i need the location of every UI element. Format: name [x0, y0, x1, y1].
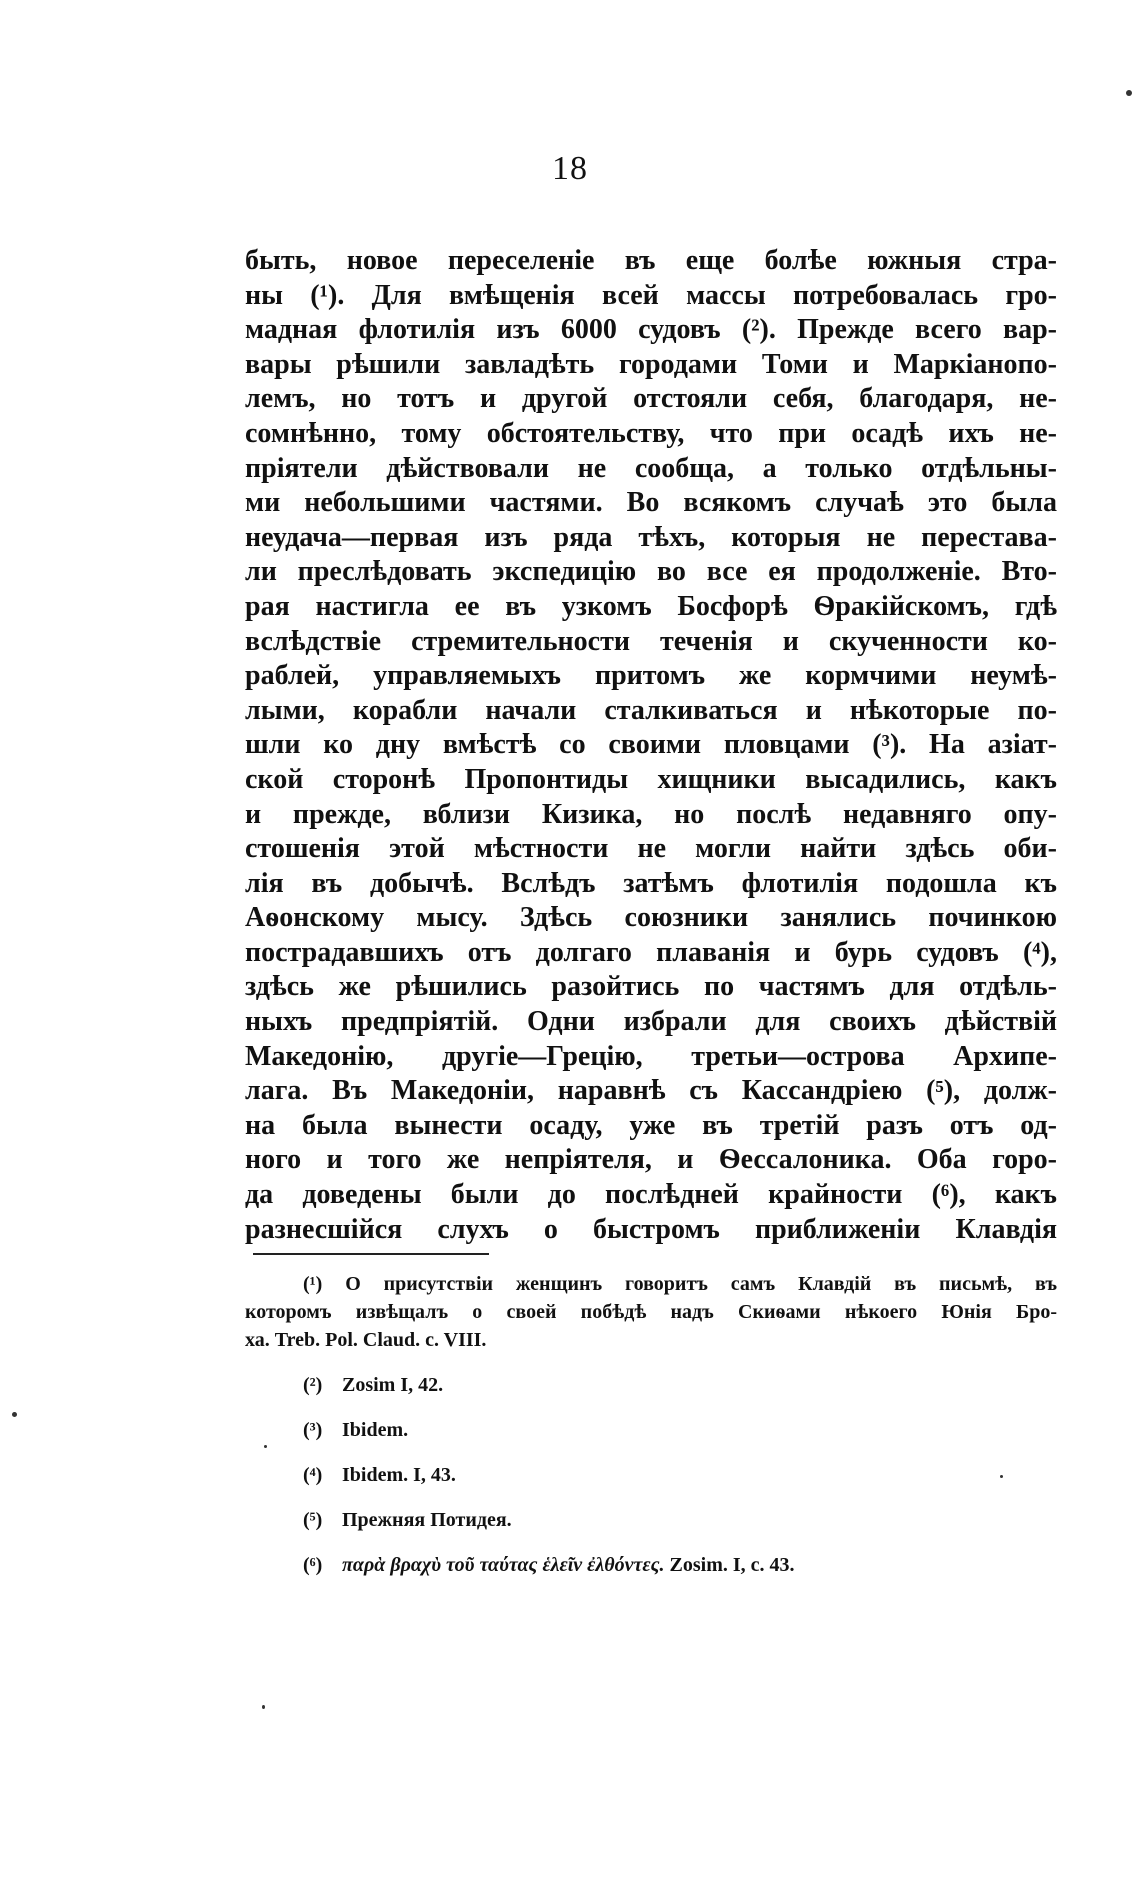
footnote-1-line: ха. Treb. Pol. Claud. c. VIII.	[245, 1329, 487, 1351]
text-line: ного и того же непріятеля, и Ѳессалоника. Оба горо-	[245, 1144, 1057, 1176]
text-line: ныхъ предпріятій. Одни избрали для своихъ дѣйствій	[245, 1006, 1057, 1038]
text-line: рая настигла ее въ узкомъ Босфорѣ Ѳракійскомъ, гдѣ	[245, 590, 1057, 622]
footnote-marker: (⁵)	[303, 1509, 323, 1531]
footnote-2	[245, 1371, 1057, 1399]
text-line: вары рѣшили завладѣть городами Томи и Маркіанопо-	[245, 348, 1057, 380]
footnote-5	[245, 1506, 1057, 1534]
text-line: сомнѣнно, тому обстоятельству, что при осадѣ ихъ не-	[245, 417, 1057, 449]
footnote-marker: (⁶)	[303, 1554, 323, 1576]
footnote-marker: (³)	[303, 1419, 323, 1441]
text-line: раблей, управляемыхъ притомъ же кормчими неумѣ-	[245, 660, 1057, 692]
text-line: быть, новое переселеніе въ еще болѣе южныя стра-	[245, 245, 1057, 276]
footnote-citation: Zosim. I, c. 43.	[669, 1554, 795, 1576]
scan-speck	[262, 1705, 265, 1709]
footnote-text: Ibidem.	[342, 1419, 409, 1441]
footnote-marker: (⁴)	[303, 1464, 323, 1486]
footnote-greek-quote: παρὰ βραχὺ τοῦ ταύτας ἑλεῖν ἐλθόντες.	[342, 1554, 665, 1576]
text-line: разнесшійся слухъ о быстромъ приближеніи Клавдія	[245, 1213, 1057, 1245]
footnote-marker: (²)	[303, 1374, 323, 1396]
text-line: ской сторонѣ Пропонтиды хищники высадились, какъ	[245, 763, 1057, 795]
text-line: здѣсь же рѣшились разойтись по частямъ для отдѣль-	[245, 971, 1057, 1003]
scan-speck	[1000, 1475, 1003, 1478]
text-line: лія въ добычѣ. Вслѣдъ затѣмъ флотилія подошла къ	[245, 867, 1057, 899]
text-line: ли преслѣдовать экспедицію во все ея продолженіе. Вто-	[245, 556, 1057, 588]
text-line: пріятели дѣйствовали не сообща, а только отдѣльны-	[245, 452, 1057, 484]
text-line: ны (¹). Для вмѣщенія всей массы потребовалась гро-	[245, 279, 1057, 311]
page-number: 18	[552, 150, 588, 187]
footnote-6	[245, 1551, 1057, 1579]
footnote-4	[245, 1461, 1057, 1489]
text-line: и прежде, вблизи Кизика, но послѣ недавняго опу-	[245, 798, 1057, 830]
footnote-text: Прежняя Потидея.	[342, 1509, 512, 1531]
text-line: лага. Въ Македоніи, наравнѣ съ Кассандріею (⁵), долж-	[245, 1075, 1057, 1107]
text-line: лемъ, но тотъ и другой отстояли себя, благодаря, не-	[245, 383, 1057, 415]
text-line: вслѣдствіе стремительности теченія и скученности ко-	[245, 625, 1057, 657]
scan-speck	[12, 1412, 17, 1417]
scan-speck	[264, 1445, 267, 1448]
footnote-text: Ibidem. I, 43.	[342, 1464, 456, 1486]
text-line: лыми, корабли начали сталкиваться и нѣкоторые по-	[245, 694, 1057, 726]
text-line: неудача—первая изъ ряда тѣхъ, которыя не переставa-	[245, 521, 1057, 553]
text-line: Македонію, другіе—Грецію, третьи—острова Архипе-	[245, 1040, 1057, 1072]
text-line: мадная флотилія изъ 6000 судовъ (²). Прежде всего вар-	[245, 314, 1057, 346]
text-line: Аѳонскому мысу. Здѣсь союзники занялись починкою	[245, 902, 1057, 934]
text-line: на была вынести осаду, уже въ третій разъ отъ од-	[245, 1109, 1057, 1141]
footnotes	[245, 1270, 1057, 1579]
footnote-1-line: которомъ извѣщалъ о своей побѣдѣ надъ Скиѳами нѣкоего Юнія Бро-	[245, 1301, 1057, 1323]
scan-speck	[1126, 90, 1132, 96]
footnote-1-line: (¹) О присутствіи женщинъ говоритъ самъ Клавдій въ письмѣ, въ	[303, 1273, 1057, 1295]
footnote-divider	[253, 1253, 489, 1255]
footnote-3	[245, 1416, 1057, 1444]
main-text	[245, 244, 1057, 1247]
footnote-text: Zosim I, 42.	[342, 1374, 444, 1396]
text-line: шли ко дну вмѣстѣ со своими пловцами (³). На азіат-	[245, 729, 1057, 761]
text-line: стошенія этой мѣстности не могли найти здѣсь оби-	[245, 833, 1057, 865]
text-line: пострадавшихъ отъ долгаго плаванія и бурь судовъ (⁴),	[245, 936, 1057, 968]
text-line: ми небольшими частями. Во всякомъ случаѣ это была	[245, 487, 1057, 519]
text-line: да доведены были до послѣдней крайности (⁶), какъ	[245, 1179, 1057, 1211]
